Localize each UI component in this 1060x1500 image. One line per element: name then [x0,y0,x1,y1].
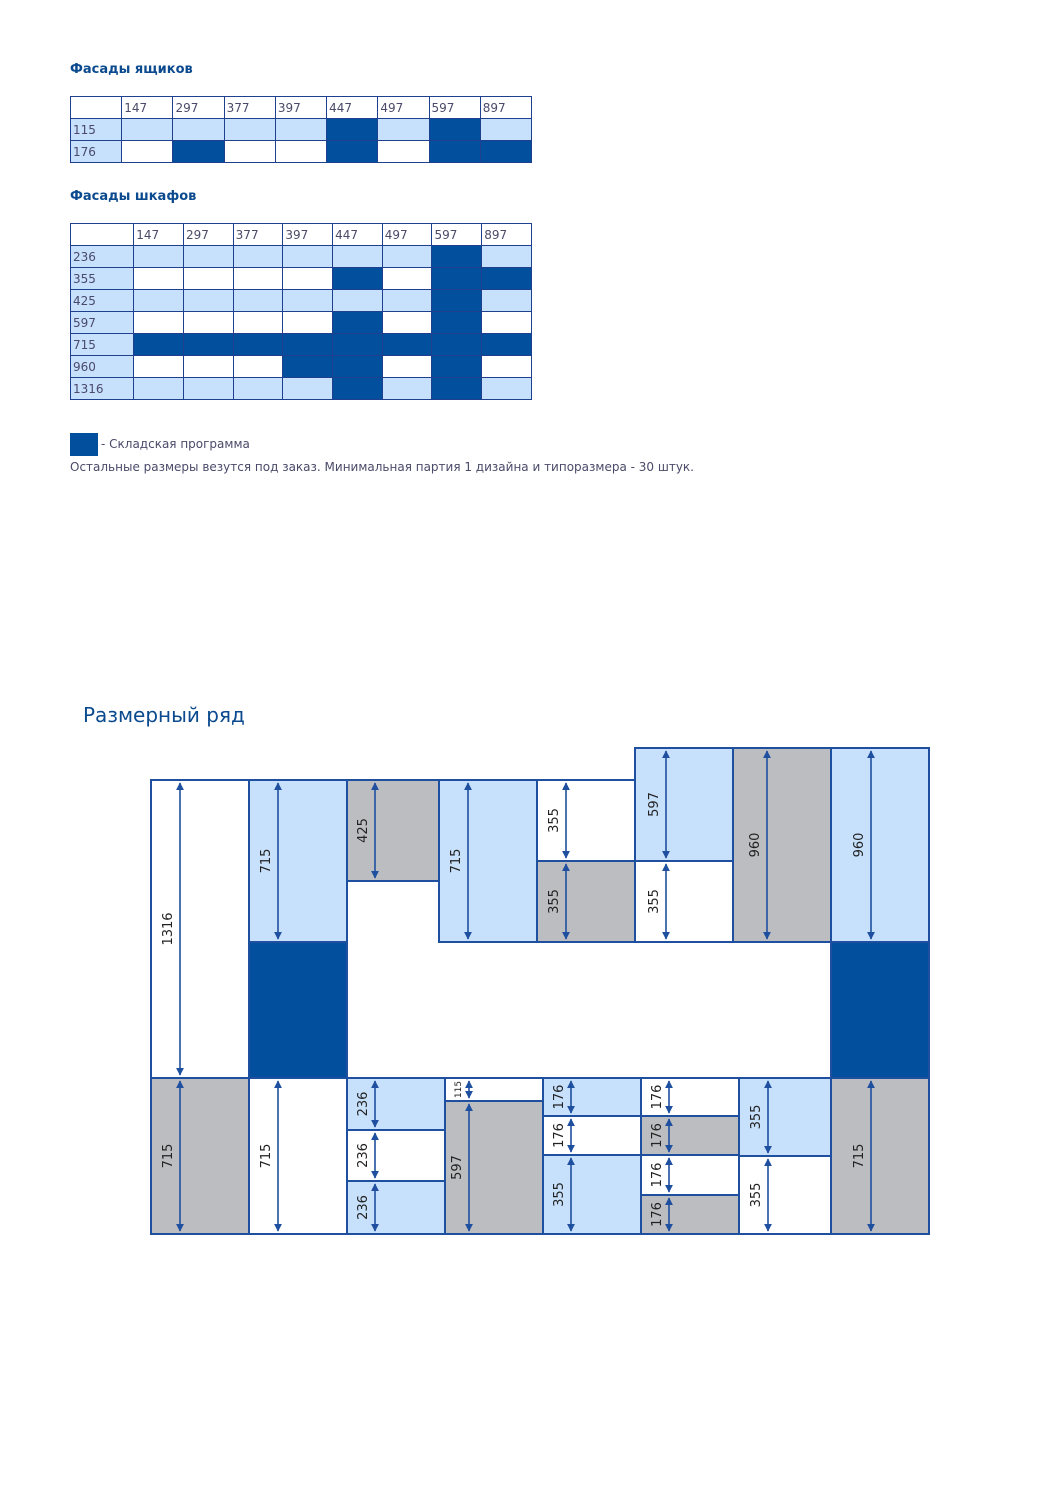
dimension-label: 176 [552,1123,567,1148]
cabinet-fronts-row-label: 236 [71,246,134,268]
drawer-fronts-column-header: 377 [224,97,275,119]
cabinet-fronts-row-label: 1316 [71,378,134,400]
dimension-label: 597 [647,792,662,817]
dimension-label: 715 [259,1143,274,1169]
drawer-fronts-column-header: 897 [480,97,531,119]
cabinet-fronts-column-header: 147 [134,224,184,246]
size-panel [831,1078,929,1234]
cabinet-fronts-row-label: 960 [71,356,134,378]
legend-text: - Складская программа [101,437,250,451]
dimension-label: 715 [852,1143,867,1169]
dimension-label: 960 [748,832,763,858]
dimension-label: 715 [259,848,274,874]
dimension-label: 960 [852,832,867,858]
cabinet-fronts-column-header: 377 [233,224,283,246]
drawer-fronts-row-label: 115 [71,119,122,141]
dimension-label: 715 [449,848,464,874]
cabinet-fronts-column-header: 297 [183,224,233,246]
cabinet-fronts-column-header: 397 [283,224,333,246]
cabinet-fronts-column-header: 597 [432,224,482,246]
drawer-fronts-column-header: 447 [327,97,378,119]
dimension-label: 236 [356,1195,371,1220]
cabinet-fronts-row-label: 597 [71,312,134,334]
drawer-fronts-column-header: 497 [378,97,429,119]
dimension-label: 715 [161,1143,176,1169]
cabinet-fronts-column-header: 897 [482,224,532,246]
drawer-fronts-column-header: 147 [122,97,173,119]
dimension-label: 176 [650,1202,665,1227]
dimension-label: 425 [356,818,371,843]
cabinet-fronts-column-header: 447 [333,224,383,246]
size-panel [249,942,347,1078]
dimension-label: 355 [749,1182,764,1208]
dimension-label: 176 [650,1123,665,1148]
cabinet-fronts-row-label: 715 [71,334,134,356]
size-range-title: Размерный ряд [83,703,245,727]
dimension-label: 1316 [161,912,176,946]
dimension-label: 176 [650,1084,665,1110]
drawer-fronts-row-label: 176 [71,141,122,163]
dimension-label: 355 [547,808,562,833]
dimension-label: 355 [552,1182,567,1207]
dimension-label: 176 [650,1162,665,1188]
dimension-label: 236 [356,1091,371,1117]
cabinet-fronts-row-label: 355 [71,268,134,290]
drawer-fronts-column-header: 397 [275,97,326,119]
dimension-label: 115 [454,1080,464,1099]
cabinet-fronts-title: Фасады шкафов [70,189,197,204]
dimension-label: 355 [547,889,562,914]
drawer-fronts-title: Фасады ящиков [70,62,193,77]
dimension-label: 355 [749,1104,764,1130]
size-panel [831,942,929,1078]
drawer-fronts-column-header: 597 [429,97,480,119]
dimension-label: 355 [647,889,662,914]
dimension-label: 236 [356,1143,371,1168]
cabinet-fronts-row-label: 425 [71,290,134,312]
size-panel [831,748,929,942]
drawer-fronts-column-header: 297 [173,97,224,119]
dimension-label: 176 [552,1084,567,1110]
dimension-label: 597 [450,1155,465,1180]
order-note: Остальные размеры везутся под заказ. Минимальная партия 1 дизайна и типоразмера - 30 штук. [70,460,694,474]
cabinet-fronts-column-header: 497 [382,224,432,246]
